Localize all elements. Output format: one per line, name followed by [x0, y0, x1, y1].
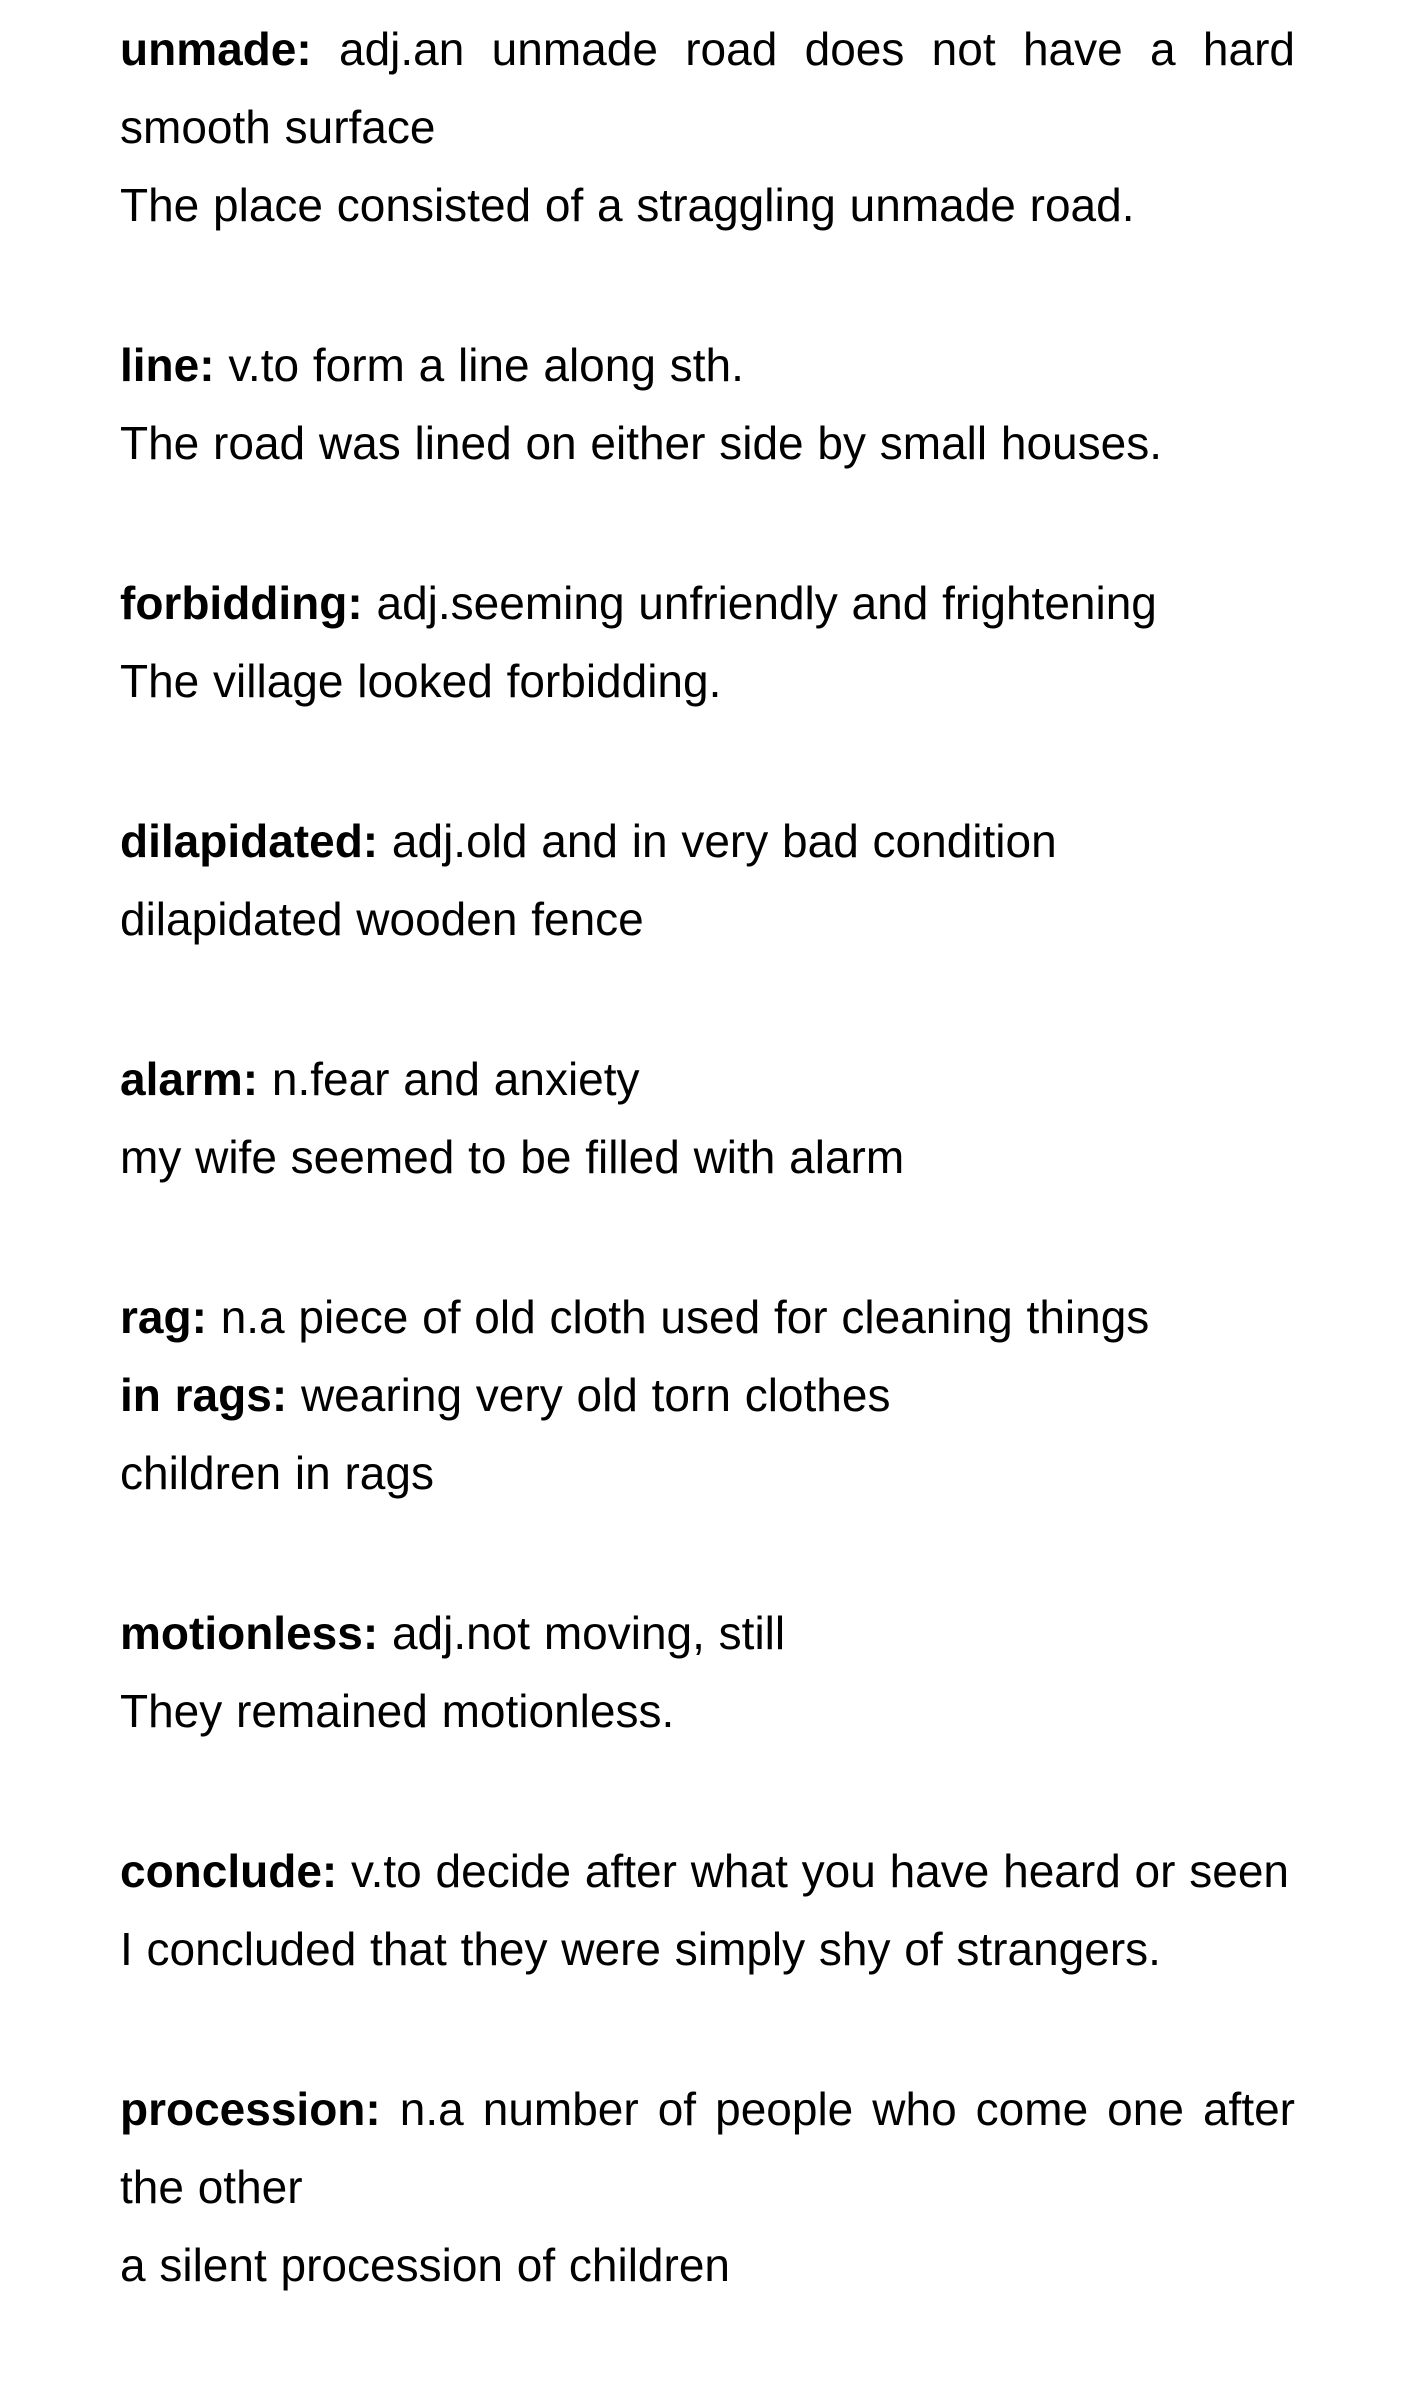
- vocab-term: forbidding:: [120, 577, 363, 629]
- vocab-definition: adj.an unmade road does not have a hard smooth surface: [120, 23, 1295, 153]
- vocab-example: The road was lined on either side by small houses.: [120, 417, 1163, 469]
- vocab-example: I concluded that they were simply shy of strangers.: [120, 1923, 1161, 1975]
- vocab-term: conclude:: [120, 1845, 338, 1897]
- vocab-term: unmade:: [120, 23, 312, 75]
- vocab-term: motionless:: [120, 1607, 379, 1659]
- vocab-entry: [120, 1040, 1295, 1196]
- vocab-term: line:: [120, 339, 215, 391]
- vocab-example: my wife seemed to be filled with alarm: [120, 1131, 905, 1183]
- vocab-example: a silent procession of children: [120, 2239, 730, 2291]
- vocab-entry: [120, 564, 1295, 720]
- vocab-definition: n.a number of people who come one after the other: [120, 2083, 1295, 2213]
- vocab-definition: adj.not moving, still: [391, 1607, 786, 1659]
- vocab-entry: [120, 1594, 1295, 1750]
- vocab-definition: n.fear and anxiety: [271, 1053, 640, 1105]
- vocab-entry: [120, 326, 1295, 482]
- vocab-definition: wearing very old torn clothes: [300, 1369, 891, 1421]
- vocab-entry: [120, 2070, 1295, 2304]
- vocab-definition: v.to decide after what you have heard or seen: [351, 1845, 1289, 1897]
- vocab-term: dilapidated:: [120, 815, 379, 867]
- vocab-example: The village looked forbidding.: [120, 655, 722, 707]
- vocab-definition: n.a piece of old cloth used for cleaning things: [220, 1291, 1150, 1343]
- vocab-entry: [120, 1832, 1295, 1988]
- vocab-entry: [120, 802, 1295, 958]
- vocab-example: The place consisted of a straggling unmade road.: [120, 179, 1135, 231]
- vocab-entry: [120, 10, 1295, 244]
- vocab-definition: adj.old and in very bad condition: [391, 815, 1057, 867]
- vocab-definition: v.to form a line along sth.: [228, 339, 744, 391]
- vocab-definition: adj.seeming unfriendly and frightening: [376, 577, 1157, 629]
- vocab-term: rag:: [120, 1291, 207, 1343]
- vocab-term: procession:: [120, 2083, 381, 2135]
- vocab-example: They remained motionless.: [120, 1685, 675, 1737]
- vocab-example: dilapidated wooden fence: [120, 893, 644, 945]
- vocab-term: in rags:: [120, 1369, 288, 1421]
- vocab-example: children in rags: [120, 1447, 434, 1499]
- vocab-term: alarm:: [120, 1053, 259, 1105]
- vocab-entry: [120, 1278, 1295, 1512]
